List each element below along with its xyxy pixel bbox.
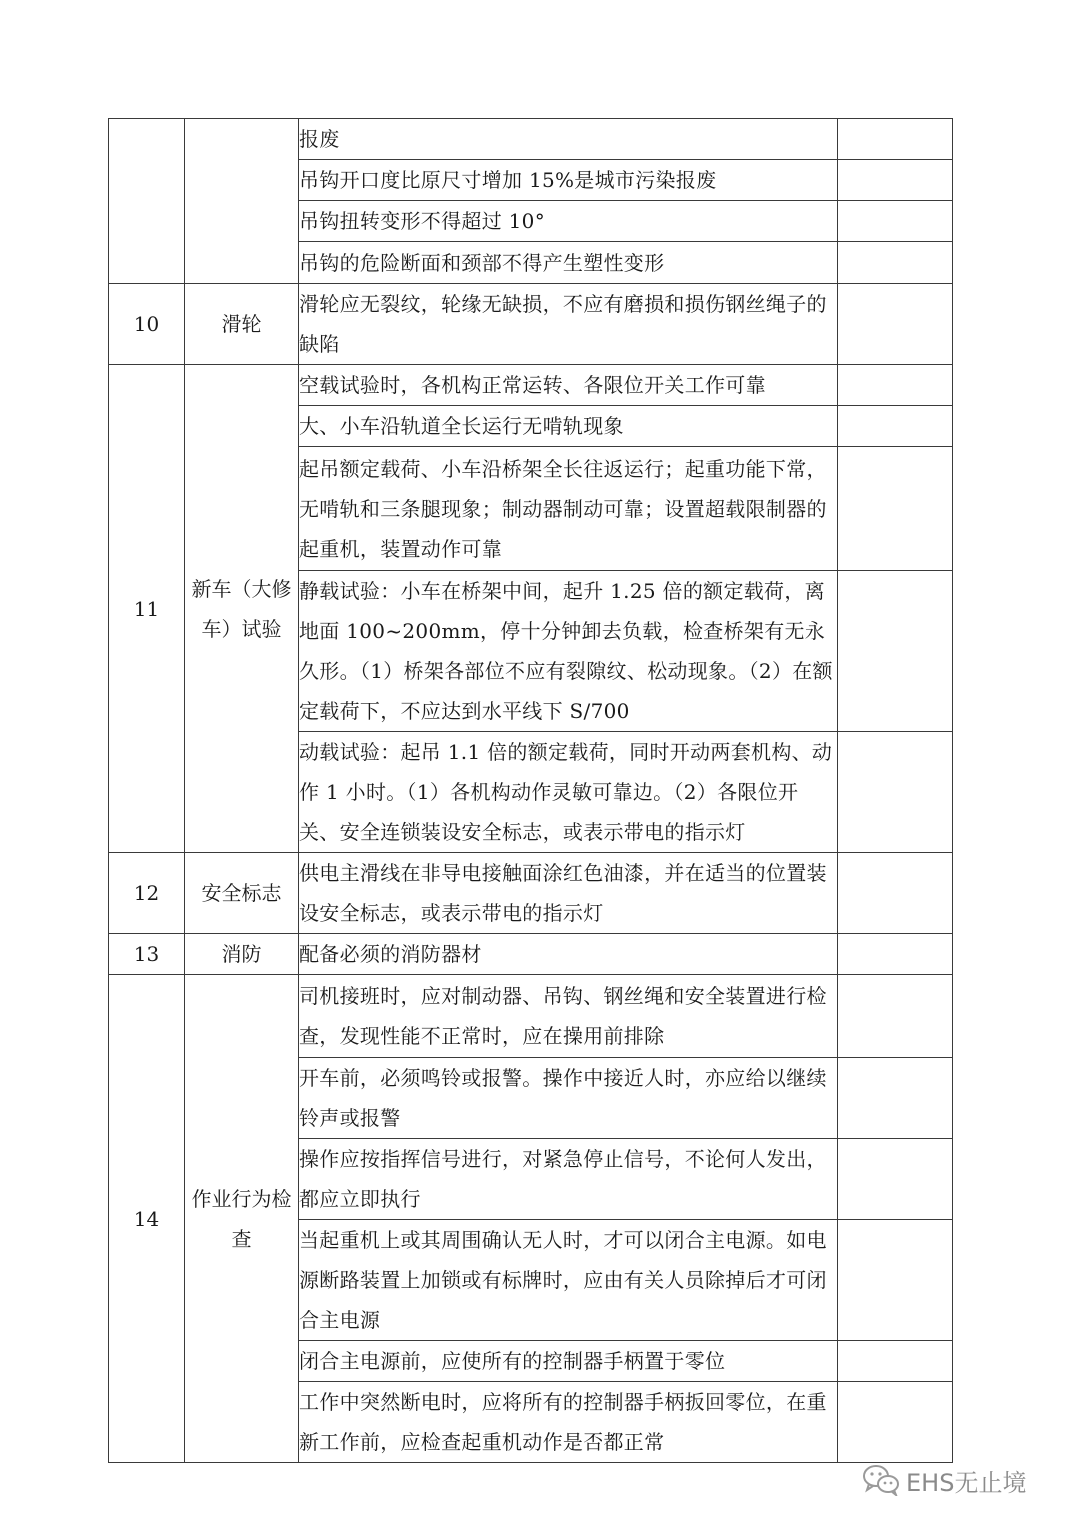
watermark — [862, 1460, 1026, 1500]
requirement-cell: 起吊额定载荷、小车沿桥架全长往返运行；起重功能下常，无啃轨和三条腿现象；制动器制动可靠；设置超载限制器的起重机，装置动作可靠 — [299, 447, 838, 571]
check-result-cell — [838, 119, 953, 160]
item-number-cell — [109, 119, 185, 284]
check-result-cell — [838, 1382, 953, 1463]
table-row — [109, 284, 953, 365]
check-result-cell — [838, 975, 953, 1058]
item-number-cell: 10 — [109, 284, 185, 365]
wechat-icon — [862, 1464, 900, 1496]
item-name-cell: 消防 — [185, 934, 299, 975]
item-name-cell — [185, 119, 299, 284]
table-row — [109, 365, 953, 406]
requirement-cell: 吊钩的危险断面和颈部不得产生塑性变形 — [299, 242, 838, 284]
table-row — [109, 853, 953, 934]
requirement-cell: 供电主滑线在非导电接触面涂红色油漆，并在适当的位置装设安全标志，或表示带电的指示灯 — [299, 853, 838, 934]
table-row — [109, 119, 953, 160]
item-name-cell: 新车（大修车）试验 — [185, 365, 299, 853]
requirement-cell: 司机接班时，应对制动器、吊钩、钢丝绳和安全装置进行检查，发现性能不正常时，应在操用前排除 — [299, 975, 838, 1058]
requirement-cell: 动载试验：起吊 1.1 倍的额定载荷，同时开动两套机构、动作 1 小时。（1）各机构动作灵敏可靠边。（2）各限位开关、安全连锁装设安全标志，或表示带电的指示灯 — [299, 732, 838, 853]
check-result-cell — [838, 201, 953, 242]
item-number-cell: 14 — [109, 975, 185, 1463]
check-result-cell — [838, 242, 953, 284]
requirement-cell: 吊钩开口度比原尺寸增加 15%是城市污染报废 — [299, 160, 838, 201]
check-result-cell — [838, 406, 953, 447]
item-name-cell: 滑轮 — [185, 284, 299, 365]
check-result-cell — [838, 1220, 953, 1341]
check-result-cell — [838, 365, 953, 406]
requirement-cell: 空载试验时，各机构正常运转、各限位开关工作可靠 — [299, 365, 838, 406]
requirement-cell: 滑轮应无裂纹，轮缘无缺损，不应有磨损和损伤钢丝绳子的缺陷 — [299, 284, 838, 365]
check-result-cell — [838, 160, 953, 201]
requirement-cell: 工作中突然断电时，应将所有的控制器手柄扳回零位，在重新工作前，应检查起重机动作是否都正常 — [299, 1382, 838, 1463]
requirement-cell: 静载试验：小车在桥架中间，起升 1.25 倍的额定载荷，离地面 100~200mm，停十分钟卸去负载，检查桥架有无永久形。（1）桥架各部位不应有裂隙纹、松动现象。（2）在额定载荷下，不应达到水平线下 S/700 — [299, 571, 838, 732]
check-result-cell — [838, 1341, 953, 1382]
table-row — [109, 934, 953, 975]
requirement-cell: 吊钩扭转变形不得超过 10° — [299, 201, 838, 242]
requirement-cell: 当起重机上或其周围确认无人时，才可以闭合主电源。如电源断路装置上加锁或有标牌时，应由有关人员除掉后才可闭合主电源 — [299, 1220, 838, 1341]
check-result-cell — [838, 853, 953, 934]
check-result-cell — [838, 934, 953, 975]
watermark-text: EHS无止境 — [906, 1468, 1027, 1497]
check-result-cell — [838, 732, 953, 853]
requirement-cell: 操作应按指挥信号进行，对紧急停止信号，不论何人发出，都应立即执行 — [299, 1139, 838, 1220]
item-number-cell: 11 — [109, 365, 185, 853]
item-number-cell: 13 — [109, 934, 185, 975]
check-result-cell — [838, 1058, 953, 1139]
requirement-cell: 开车前，必须鸣铃或报警。操作中接近人时，亦应给以继续铃声或报警 — [299, 1058, 838, 1139]
inspection-checklist-table — [108, 118, 953, 1463]
item-number-cell: 12 — [109, 853, 185, 934]
check-result-cell — [838, 284, 953, 365]
requirement-cell: 闭合主电源前，应使所有的控制器手柄置于零位 — [299, 1341, 838, 1382]
item-name-cell: 作业行为检查 — [185, 975, 299, 1463]
check-result-cell — [838, 571, 953, 732]
requirement-cell: 配备必须的消防器材 — [299, 934, 838, 975]
table-row — [109, 975, 953, 1058]
requirement-cell: 报废 — [299, 119, 838, 160]
check-result-cell — [838, 447, 953, 571]
item-name-cell: 安全标志 — [185, 853, 299, 934]
requirement-cell: 大、小车沿轨道全长运行无啃轨现象 — [299, 406, 838, 447]
check-result-cell — [838, 1139, 953, 1220]
